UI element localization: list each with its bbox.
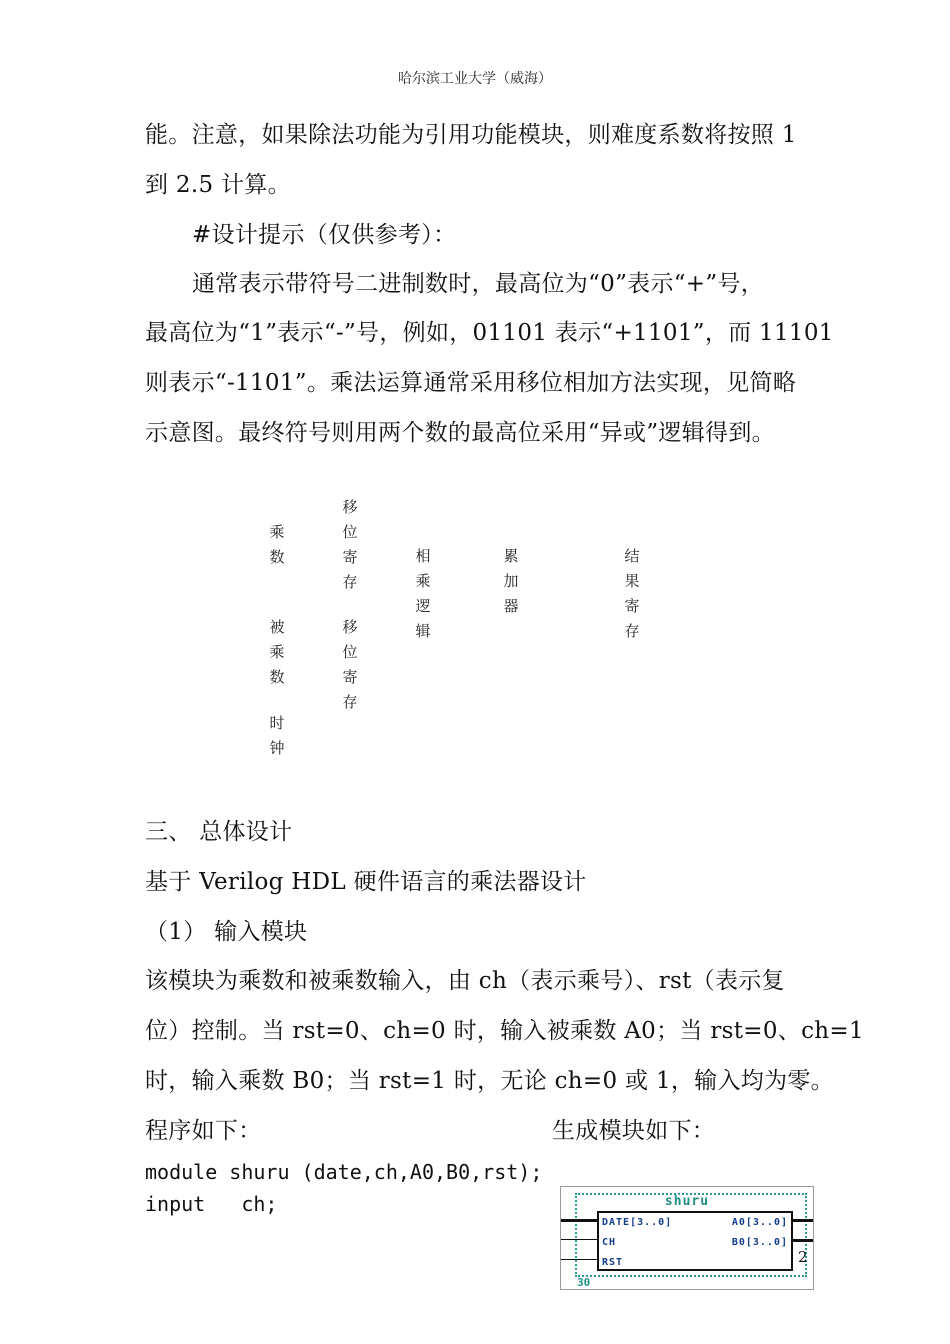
diagram-multiplier-label: 乘数 bbox=[269, 523, 285, 566]
design-hint-heading: #设计提示（仅供参考）： bbox=[192, 222, 457, 248]
input-pin-date bbox=[561, 1219, 599, 1222]
page-header: 哈尔滨工业大学（威海） bbox=[398, 71, 552, 87]
port-date: DATE[3..0] bbox=[602, 1217, 673, 1228]
module-name: shuru bbox=[664, 1194, 710, 1209]
diagram-shift-register-1: 移位寄存 bbox=[342, 498, 358, 591]
instance-number: 30 bbox=[577, 1276, 591, 1289]
port-b0: B0[3..0] bbox=[731, 1237, 788, 1248]
code-line: input ch; bbox=[145, 1192, 278, 1216]
paragraph-line: 通常表示带符号二进制数时，最高位为“0”表示“+”号， bbox=[192, 271, 765, 297]
program-label: 程序如下： bbox=[145, 1118, 262, 1144]
port-rst: RST bbox=[602, 1257, 624, 1268]
paragraph-line: 该模块为乘数和被乘数输入，由 ch（表示乘号）、rst（表示复 bbox=[145, 968, 785, 994]
diagram-clock-label: 时钟 bbox=[269, 714, 285, 757]
section-subtitle: 基于 Verilog HDL 硬件语言的乘法器设计 bbox=[145, 869, 587, 895]
port-a0: A0[3..0] bbox=[731, 1217, 788, 1228]
paragraph-line: 能。注意，如果除法功能为引用功能模块，则难度系数将按照 1 bbox=[145, 122, 797, 148]
diagram-shift-register-2: 移位寄存 bbox=[342, 618, 358, 711]
paragraph-line: 时，输入乘数 B0；当 rst=1 时，无论 ch=0 或 1，输入均为零。 bbox=[145, 1068, 834, 1094]
paragraph-line: 到 2.5 计算。 bbox=[145, 172, 291, 198]
module-body bbox=[597, 1211, 793, 1271]
paragraph-line: 最高位为“1”表示“-”号，例如，01101 表示“+1101”，而 11101 bbox=[145, 320, 834, 346]
page-number: 2 bbox=[798, 1248, 808, 1266]
code-line: module shuru (date,ch,A0,B0,rst); bbox=[145, 1160, 543, 1184]
section-heading: 三、 总体设计 bbox=[145, 819, 293, 845]
paragraph-line: 示意图。最终符号则用两个数的最高位采用“异或”逻辑得到。 bbox=[145, 420, 775, 446]
paragraph-line: 则表示“-1101”。乘法运算通常采用移位相加方法实现，见简略 bbox=[145, 370, 797, 396]
diagram-multiplicand-label: 被乘数 bbox=[269, 618, 285, 686]
diagram-and-logic: 相乘逻辑 bbox=[415, 547, 431, 640]
paragraph-line: 位）控制。当 rst=0、ch=0 时，输入被乘数 A0；当 rst=0、ch=1 bbox=[145, 1018, 864, 1044]
diagram-result-register: 结果寄存 bbox=[624, 547, 640, 640]
item-heading: （1） 输入模块 bbox=[145, 919, 308, 945]
module-symbol bbox=[560, 1186, 814, 1290]
input-pin-rst bbox=[561, 1259, 599, 1260]
diagram-accumulator: 累加器 bbox=[503, 547, 519, 615]
input-pin-ch bbox=[561, 1239, 599, 1240]
port-ch: CH bbox=[602, 1237, 617, 1248]
module-label: 生成模块如下： bbox=[552, 1118, 716, 1144]
